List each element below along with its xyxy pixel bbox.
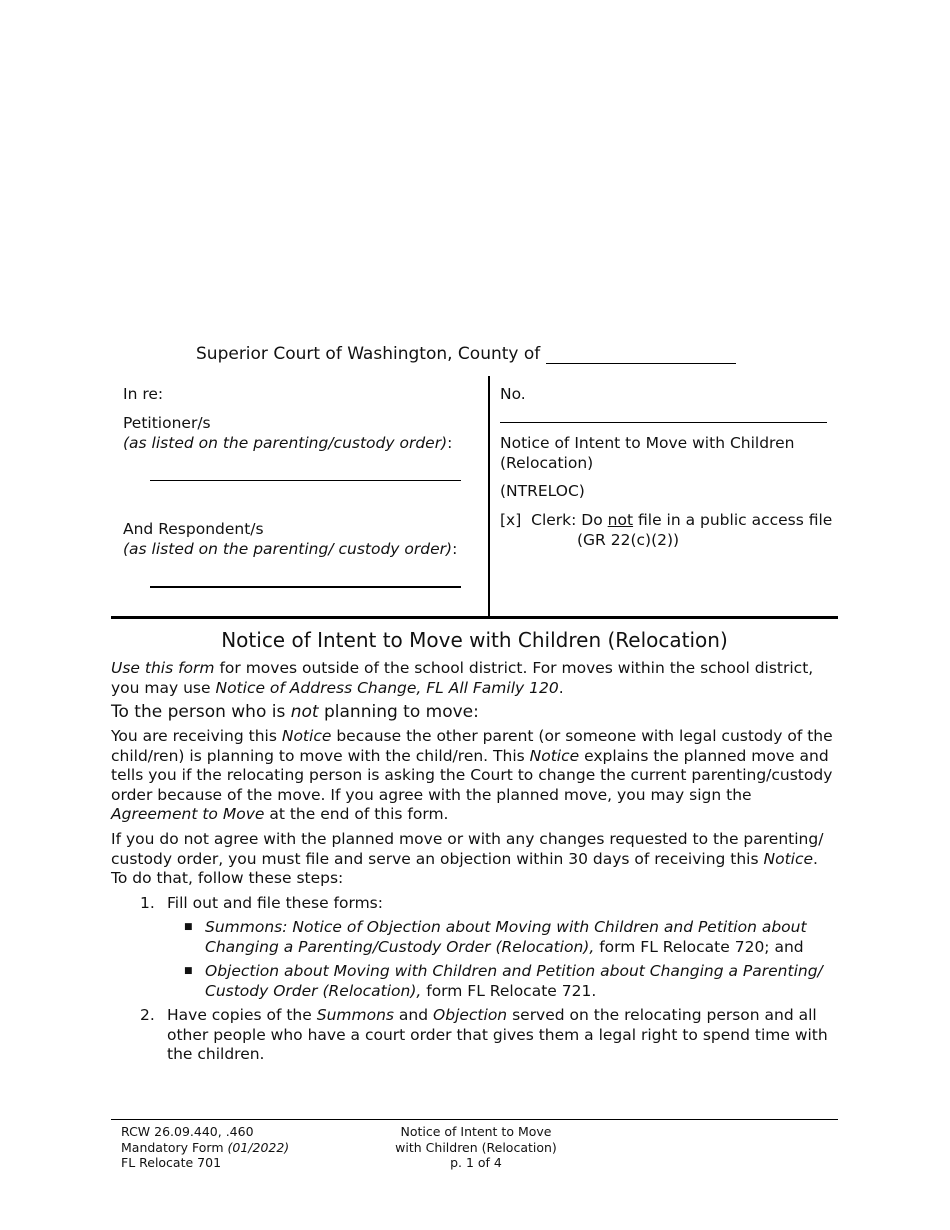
clerk-notice: [x] Clerk: Do not file in a public access file: [500, 511, 833, 529]
caption-divider: [488, 376, 490, 618]
bullet-1-text: Summons: Notice of Objection about Moving with Children and Petition about Changing a Parenting/Custody Order (Relocation), form FL Relocate 720; and: [205, 918, 807, 956]
paragraph-1: You are receiving this Notice because the other parent (or someone with legal custody of the child/ren) is planning to move with the child/ren. This Notice explains the planned move and tells you if the relocating person is asking the Court to change the current parenting/custody order because of the move. If you agree with the planned move, you may sign the Agreement to Move at the end of this form.: [111, 727, 833, 823]
court-title: Superior Court of Washington, County of: [196, 344, 736, 364]
caption-bottom-rule: [111, 616, 838, 619]
bullet-2-icon: ■: [184, 966, 193, 976]
footer-center: Notice of Intent to Move with Children (Relocation) p. 1 of 4: [346, 1124, 606, 1171]
steps-intro: To do that, follow these steps:: [111, 869, 344, 887]
petitioner-note: (as listed on the parenting/custody order):: [123, 434, 453, 452]
respondent-label: And Respondent/s: [123, 520, 264, 538]
bullet-2-text: Objection about Moving with Children and Petition about Changing a Parenting/ Custody Order (Relocation), form FL Relocate 721.: [205, 962, 823, 1000]
caption-doc-title: Notice of Intent to Move with Children (Relocation): [500, 434, 795, 472]
step-2-number: 2.: [140, 1006, 155, 1024]
step-2-text: Have copies of the Summons and Objection served on the relocating person and all other people who have a court order that gives them a legal right to spend time with the children.: [167, 1006, 828, 1063]
page-title: Notice of Intent to Move with Children (Relocation): [221, 628, 728, 652]
intro-paragraph: Use this form for moves outside of the school district. For moves within the school district, you may use Notice of Address Change, FL All Family 120.: [111, 659, 814, 697]
case-number-field[interactable]: [500, 422, 827, 423]
petitioner-label: Petitioner/s: [123, 414, 211, 432]
doc-code: (NTRELOC): [500, 482, 585, 500]
step-1-text: Fill out and file these forms:: [167, 894, 383, 912]
lead-line: To the person who is not planning to move:: [111, 702, 479, 722]
paragraph-2: If you do not agree with the planned move or with any changes requested to the parenting/ custody order, you must file and serve an objection within 30 days of receiving this Notice.: [111, 830, 824, 868]
case-number-label: No.: [500, 385, 526, 403]
step-1-number: 1.: [140, 894, 155, 912]
bullet-1-icon: ■: [184, 922, 193, 932]
petitioner-name-field[interactable]: [150, 480, 461, 481]
clerk-checkbox[interactable]: [x]: [500, 511, 522, 529]
in-re-label: In re:: [123, 385, 164, 403]
page-number: p. 1 of 4: [450, 1155, 502, 1170]
clerk-rule: (GR 22(c)(2)): [577, 531, 680, 549]
footer-left: RCW 26.09.440, .460 Mandatory Form (01/2022) FL Relocate 701: [121, 1124, 290, 1170]
respondent-name-field[interactable]: [150, 586, 461, 588]
respondent-note: (as listed on the parenting/ custody order):: [123, 540, 458, 558]
county-field[interactable]: [546, 345, 736, 364]
footer-rule: [111, 1119, 838, 1120]
